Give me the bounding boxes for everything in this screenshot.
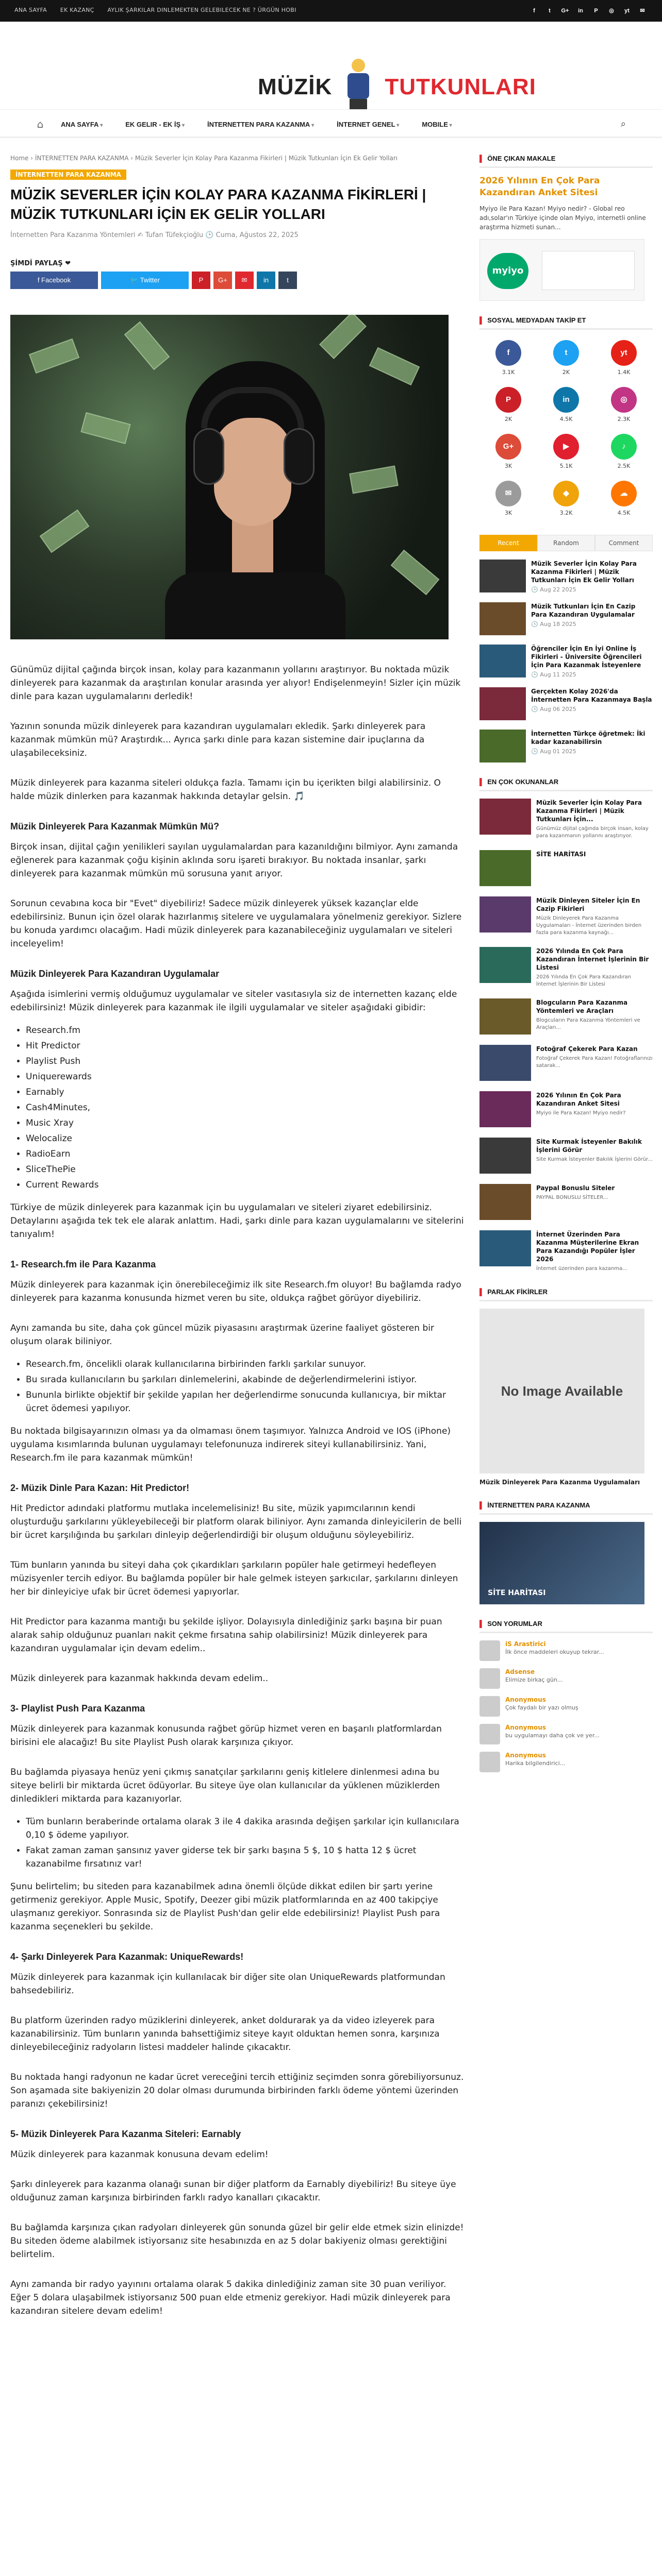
post-title[interactable]: Müzik Dinleyen Siteler İçin En Cazip Fikirleri (536, 897, 640, 912)
section-heading: 1- Research.fm ile Para Kazanma (10, 1259, 156, 1269)
popular-post-item[interactable] (479, 1138, 653, 1174)
popular-post-item[interactable] (479, 947, 653, 988)
social-follow-item[interactable] (595, 340, 653, 376)
post-excerpt: İnternet üzerinden para kazanma... (536, 1266, 627, 1272)
social-follow-item[interactable] (537, 340, 595, 376)
search-icon[interactable]: ⌕ (620, 118, 626, 129)
comment-text: bu uygulamayı daha çok ve yer... (505, 1732, 600, 1739)
main-content (10, 155, 464, 2334)
home-icon[interactable]: ⌂ (37, 118, 44, 130)
post-title[interactable]: Müzik Severler İçin Kolay Para Kazanma Fikirleri | Müzik Tutkunları İçin... (536, 799, 642, 823)
post-thumbnail[interactable] (479, 602, 526, 635)
post-info (536, 1184, 615, 1220)
post-info (531, 730, 653, 762)
category-badge[interactable]: İNTERNETTEN PARA KAZANMA (10, 170, 126, 180)
featured-article-heading: ▌ ÖNE ÇIKAN MAKALE (479, 155, 653, 168)
post-info (536, 896, 653, 937)
post-date: 🕒 Aug 01 2025 (531, 748, 576, 755)
comment-item[interactable] (479, 1752, 653, 1772)
social-network-icon[interactable]: ✉ (495, 481, 521, 506)
paragraph: Bu bağlamda karşınıza çıkan radyoları dinleyerek gün sonunda güzel bir gelir elde etmek sizin elinizde! Bu siteden ödeme alabilmek istiyorsanız site hesabınızda en az 5 dolar bakiyeniz olması gerektiğini belirtelim. (10, 2223, 464, 2260)
tab-random[interactable]: Random (537, 535, 595, 551)
post-excerpt: Blogcuların Para Kazanma Yöntemleri ve Araçları... (536, 1018, 640, 1030)
post-meta: İnternetten Para Kazanma Yöntemleri ✍ Tufan Tüfekçioğlu 🕒 Cuma, Ağustos 22, 2025 (10, 231, 299, 239)
linkedin-icon[interactable]: in (578, 8, 583, 14)
comment-text: Çok faydalı bir yazı olmuş (505, 1704, 578, 1711)
recent-comments-box (479, 1620, 653, 1772)
top-link-earn[interactable]: EK KAZANÇ (60, 7, 94, 13)
list-item: • Tüm bunların beraberinde ortalama olarak 3 ile 4 dakika arasında değişen şarkılar için kullanıcılara 0,10 $ ödeme yapılıyor. (26, 1815, 464, 1842)
logo-word-2: TUTKUNLARI (385, 74, 536, 99)
comment-author[interactable]: Adsense (505, 1668, 535, 1675)
post-info (536, 1138, 653, 1174)
social-network-icon[interactable]: ◆ (553, 481, 579, 506)
paragraph: Tüm bunların yanında bu siteyi daha çok çıkardıkları şarkıların popüler hale getirmeyi hedefleyen müzisyenler tercih ediyor. Bu bağlamda popüler bir hale gelmek isteyen şarkıcılar, şarkılarını dinleyen her bir dinleyiciye ufak bir ücret ödemesi yapıyorlar. (10, 1560, 458, 1597)
recent-post-item[interactable] (479, 730, 653, 762)
paragraph: Müzik dinleyerek para kazanmak konusunda rağbet görüp hizmet veren en başarılı platformlardan birisini ele alacağız! Bu site Playlist Push olarak karşınıza çıkıyor. (10, 1724, 442, 1748)
post-info (536, 1091, 653, 1127)
popular-posts-heading: ▌ EN ÇOK OKUNANLAR (479, 778, 653, 791)
nav-item-internet-general[interactable]: İNTERNET GENEL ▾ (325, 121, 410, 128)
comment-author[interactable]: Anonymous (505, 1724, 546, 1731)
post-title[interactable]: Fotoğraf Çekerek Para Kazan (536, 1045, 638, 1053)
mail-icon[interactable]: ✉ (640, 8, 645, 14)
bright-ideas-heading: ▌ PARLAK FİKİRLER (479, 1288, 653, 1301)
paragraph: Yazının sonunda müzik dinleyerek para kazandıran uygulamaları ekledik. Şarkı dinleyerek para kazanmak mümkün mü? Araştırdık... Ayrıca şarkı dinle para kazan sistemine dair ipuçlarına da ulaşabileceksiniz. (10, 721, 426, 758)
paragraph: Şunu belirtelim; bu siteden para kazanabilmek adına önemli ölçüde dikkat edilen bir şartı yerine getirmeniz gerekiyor. Apple Music, Spotify, Deezer gibi müzik platformlarında en az 400 takipçiye ulaşmanız gerekiyor. Sonrasında siz de Playlist Push'dan gelir elde edebilirsiniz! Playlist Push para kazanma seçenekleri bu şekilde. (10, 1882, 440, 1932)
article-body (10, 663, 464, 2318)
follower-count: 2.5K (617, 463, 631, 469)
myiyo-logo: myiyo (487, 253, 528, 289)
popular-post-item[interactable] (479, 998, 653, 1035)
follower-count: 2K (504, 416, 512, 422)
pinterest-icon[interactable]: P (594, 8, 598, 14)
youtube-icon[interactable]: yt (624, 8, 630, 14)
follower-count: 1.4K (617, 369, 631, 376)
list-item: • Bununla birlikte objektif bir şekilde yapılan her değerlendirme sonucunda kullanıcıya, bir miktar ücret ödemesi yapılıyor. (26, 1388, 464, 1415)
social-follow-heading: ▌ SOSYAL MEDYADAN TAKİP ET (479, 316, 653, 330)
list-item: • Fakat zaman zaman şansınız yaver giderse tek bir şarkı başına 5 $, 10 $ hatta 12 $ ücret kazanabilme fırsatınız var! (26, 1844, 464, 1871)
logo-word-1: MÜZİK (258, 74, 333, 99)
paragraph: Aynı zamanda bir radyo yayınını ortalama olarak 5 dakika dinlediğiniz zaman site 30 puan veriliyor. Eğer 5 dolara ulaşabilmek istiyorsanız 500 puan elde etmeniz gerekiyor. Hadi müzik dinleyerek para kazandıran sitelere devam edelim! (10, 2279, 451, 2316)
paragraph: Aynı zamanda bu site, daha çok güncel müzik piyasasını araştırmak üzerine faaliyet gösteren bir oluşum olarak biliniyor. (10, 1323, 434, 1347)
post-excerpt: Günümüz dijital çağında birçok insan, kolay para kazanmanın yollarını araştırıyor. (536, 826, 649, 839)
section-heading: 3- Playlist Push Para Kazanma (10, 1703, 145, 1714)
comment-item[interactable] (479, 1696, 653, 1717)
comment-list (479, 1640, 653, 1772)
paragraph: Birçok insan, dijital çağın yenilikleri sayılan uygulamalardan para kazanıldığını bilmiyor. Aynı zamanda eğlenerek para kazanmak çoğu kişinin aklında soru işareti bırakıyor. Bu noktada insanlar, şarkı dinleyerek para kazanmak mümkün mü sorusuna yanıt arıyor. (10, 842, 458, 879)
popular-posts-box (479, 778, 653, 1273)
follower-count: 5.1K (559, 463, 573, 469)
google-plus-icon[interactable]: G+ (561, 8, 569, 14)
recent-post-item[interactable] (479, 687, 653, 720)
social-network-icon[interactable]: yt (611, 340, 637, 366)
twitter-icon[interactable]: t (549, 8, 551, 14)
comment-author[interactable]: iS Arastirici (505, 1640, 546, 1648)
popular-post-item[interactable] (479, 1230, 653, 1273)
list-item: • Bu sırada kullanıcıların bu şarkıları dinlemelerini, akabinde de değerlendirmelerini istiyor. (26, 1373, 464, 1386)
share-mail-button[interactable]: ✉ (235, 272, 254, 289)
social-follow-item[interactable] (595, 481, 653, 516)
top-social (529, 6, 648, 16)
post-title[interactable]: Paypal Bonuslu Siteler (536, 1184, 615, 1192)
follower-count: 2K (562, 369, 570, 376)
featured-article-box (479, 155, 653, 301)
social-follow-item[interactable] (595, 387, 653, 422)
post-info (536, 1230, 653, 1273)
recent-post-item[interactable] (479, 560, 653, 593)
page-title: MÜZİK SEVERLER İÇİN KOLAY PARA KAZANMA FİKİRLERİ | MÜZİK TUTKUNLARI İÇİN EK GELİR YOLLARI (10, 187, 426, 222)
post-excerpt: Fotoğraf Çekerek Para Kazan! Fotoğraflarınızı satarak... (536, 1056, 653, 1069)
post-title[interactable]: Müzik Severler İçin Kolay Para Kazanma Fikirleri | Müzik Tutkunları İçin Ek Gelir Yolları (531, 560, 637, 584)
recent-comments-heading: ▌ SON YORUMLAR (479, 1620, 653, 1633)
paragraph: Müzik dinleyerek para kazanma siteleri oldukça fazla. Tamamı için bu içerikten bilgi alabilirsiniz. O halde müzik dinlerken para kazanmak hakkında detaylar gelsin. 🎵 (10, 778, 441, 802)
list-item: • Earnably (26, 1086, 464, 1099)
social-follow-item[interactable] (537, 387, 595, 422)
share-google-button[interactable]: G+ (213, 272, 232, 289)
avatar (479, 1724, 500, 1744)
paragraph: Günümüz dijital çağında birçok insan, kolay para kazanmanın yollarını araştırıyor. Bu noktada müzik dinleyerek para kazanmak da araştırılan konular arasında yer alıyor! Endişelenmeyin! Sizler için müzik dinle para kazan uygulamalarını derledik! (10, 665, 461, 702)
social-follow-item[interactable] (479, 387, 537, 422)
social-network-icon[interactable]: ▶ (553, 434, 579, 460)
comment-author[interactable]: Anonymous (505, 1696, 546, 1703)
post-title[interactable]: Blogcuların Para Kazanma Yöntemleri ve Araçları (536, 999, 628, 1014)
post-excerpt: PAYPAL BONUSLU SİTELER... (536, 1195, 608, 1200)
top-link-hobby[interactable]: AYLIK ŞARKILAR DINLEMEKTEN GELEBILECEK NE ? ÜRGÜN HOBI (107, 7, 296, 13)
main-nav (0, 109, 662, 138)
top-link-home[interactable]: ANA SAYFA (14, 7, 47, 13)
section-heading: 4- Şarkı Dinleyerek Para Kazanmak: UniqueRewards! (10, 1952, 244, 1962)
post-thumbnail[interactable] (479, 896, 531, 933)
social-network-icon[interactable]: G+ (495, 434, 521, 460)
follower-count: 3K (504, 463, 512, 469)
post-thumbnail[interactable] (479, 645, 526, 677)
share-buttons (10, 272, 464, 289)
section-heading: Müzik Dinleyerek Para Kazanmak Mümkün Mü? (10, 821, 220, 832)
comment-item[interactable] (479, 1668, 653, 1689)
featured-article-image[interactable] (479, 239, 644, 301)
social-follow-item[interactable] (479, 481, 537, 516)
post-info (531, 645, 653, 678)
social-network-icon[interactable]: ☁ (611, 481, 637, 506)
follower-count: 2.3K (617, 416, 631, 422)
post-thumbnail[interactable] (479, 1091, 531, 1127)
featured-caption[interactable]: Müzik Dinleyerek Para Kazanma Uygulamaları (479, 1479, 640, 1486)
post-info (531, 687, 653, 720)
tab-comment[interactable]: Comment (595, 535, 653, 551)
post-date: 🕒 Aug 11 2025 (531, 671, 576, 678)
share-linkedin-button[interactable]: in (257, 272, 275, 289)
no-image-placeholder[interactable]: No Image Available (479, 1309, 644, 1473)
sitemap-heading: ▌ İNTERNETTEN PARA KAZANMA (479, 1501, 653, 1515)
post-date: 🕒 Aug 22 2025 (531, 586, 576, 593)
sitemap-image[interactable] (479, 1522, 644, 1604)
list-item: • Hit Predictor (26, 1039, 464, 1053)
share-twitter-button[interactable]: 🐦 Twitter (101, 272, 189, 289)
paragraph: Bu noktada bilgisayarınızın olması ya da olmaması önem taşımıyor. Yalnızca Android ve IOS (iPhone) uygulama kısımlarında bulunan uygulamayı telefonunuza indirerek siteyi kullanabilirsiniz. Yani, Research.fm ile para kazanmak mümkün! (10, 1426, 451, 1463)
share-facebook-button[interactable]: f Facebook (10, 272, 98, 289)
comment-item[interactable] (479, 1640, 653, 1661)
share-pinterest-button[interactable]: P (192, 272, 210, 289)
payment-list (26, 1815, 464, 1871)
list-item: • RadioEarn (26, 1147, 464, 1161)
featured-article-title[interactable]: 2026 Yılının En Çok Para Kazandıran Anket Sitesi (479, 176, 600, 198)
paragraph: Müzik dinleyerek para kazanmak için kullanılacak bir diğer site olan UniqueRewards platformundan bahsedebiliriz. (10, 1972, 445, 1996)
post-date: 🕒 Aug 18 2025 (531, 621, 576, 628)
post-thumbnail[interactable] (479, 560, 526, 592)
section-heading: 5- Müzik Dinleyerek Para Kazanma Siteleri: Earnably (10, 2129, 241, 2139)
post-thumbnail[interactable] (479, 1230, 531, 1266)
recent-posts (479, 560, 653, 762)
post-excerpt: 2026 Yılında En Çok Para Kazandıran İnternet İşlerinin Bir Listesi (536, 974, 632, 987)
featured-article-excerpt: Myiyo ile Para Kazan! Myiyo nedir? - Global reo adı,solar'ın Türkiye içinde olan Myiyo, internetli online araştırma hizmeti sunan... (479, 205, 646, 231)
paragraph: Şarkı dinleyerek para kazanma olanağı sunan bir diğer platform da Earnably diyebiliriz! Bu siteye üye olduğunuz zaman karşınıza birbirinden farklı radyo kanalları çıkacaktır. (10, 2179, 456, 2203)
social-network-icon[interactable]: in (553, 387, 579, 413)
avatar (479, 1696, 500, 1717)
post-excerpt: Müzik Dinleyerek Para Kazanma Uygulamaları - İnternet üzerinden birden fazla para kazanma kaynağı... (536, 916, 642, 936)
bright-ideas-box (479, 1288, 653, 1486)
comment-info (505, 1724, 600, 1744)
instagram-icon[interactable]: ◎ (609, 8, 614, 14)
sitemap-caption: SİTE HARİTASI (488, 1589, 546, 1597)
list-item: • Welocalize (26, 1132, 464, 1145)
social-network-icon[interactable]: ♪ (611, 434, 637, 460)
list-item: • Playlist Push (26, 1055, 464, 1068)
share-label: ŞİMDİ PAYLAŞ ❤ (10, 260, 71, 267)
post-info (536, 850, 586, 886)
recent-post-item[interactable] (479, 645, 653, 678)
post-title[interactable]: Müzik Tutkunları İçin En Cazip Para Kazandıran Uygulamalar (531, 603, 636, 618)
paragraph: Bu noktada hangi radyonun ne kadar ücret vereceğini tercih ettiğiniz seçimden sonra görebiliyorsunuz. Son aşamada site bakiyenizin 20 dolar olması durumunda birbirinden farklı ödeme yöntemi üzerinden paranızı çekebilirsiniz! (10, 2072, 464, 2109)
app-list (26, 1024, 464, 1192)
paragraph: Aşağıda isimlerini vermiş olduğumuz uygulamalar ve siteler vasıtasıyla siz de internetten kazanç elde edebilirsiniz! Müzik dinleyerek para kazanmak ile ilgili uygulamalar ve siteler aşağıdaki gibidir: (10, 989, 457, 1013)
post-thumbnail[interactable] (479, 1138, 531, 1174)
list-item: • Uniquerewards (26, 1070, 464, 1083)
social-follow-item[interactable] (537, 481, 595, 516)
post-date: 🕒 Aug 06 2025 (531, 706, 576, 713)
paragraph: Bu platform üzerinden radyo müziklerini dinleyerek, anket doldurarak ya da video izleyerek para kazanabilirsiniz. Tüm bunların yanında bahsettiğimiz siteye kayıt olduktan hemen sonra, karşınıza dinleyebileceğiniz radyoların listesi maddeler halinde çıkacaktır. (10, 2015, 440, 2053)
social-grid (479, 337, 653, 519)
hero-image (10, 315, 449, 639)
header (0, 22, 662, 109)
top-links (14, 7, 308, 13)
list-item: • Music Xray (26, 1116, 464, 1130)
list-item: • Current Rewards (26, 1178, 464, 1192)
paragraph: Hit Predictor adındaki platformu mutlaka incelemelisiniz! Bu site, müzik yapımcılarının kendi oluşturduğu şarkılarını yükleyebileceği bir platform olarak biliniyor. Aynı zamanda dinleyicilerin de belli bir ücret karşılığında bu şarkıları dinleyip değerlendirdiği bir oluşum olduğunu söyleyebiliriz. (10, 1503, 462, 1540)
comment-info (505, 1668, 562, 1689)
post-title[interactable]: Gerçekten Kolay 2026'da İnternetten Para Kazanmaya Başla (531, 688, 652, 703)
follower-count: 4.5K (617, 510, 631, 516)
post-thumbnail[interactable] (479, 850, 531, 886)
paragraph: Müzik dinleyerek para kazanmak için önerebileceğimiz ilk site Research.fm oluyor! Bu bağlamda radyo dinleyerek para kazanma konusunda hizmet veren bu site, oldukça rağbet görüyor diyebiliriz. (10, 1280, 461, 1303)
comment-item[interactable] (479, 1724, 653, 1744)
share-tumblr-button[interactable]: t (278, 272, 297, 289)
follower-count: 4.5K (559, 416, 573, 422)
paragraph: Müzik dinleyerek para kazanmak hakkında devam edelim.. (10, 1673, 269, 1684)
post-title[interactable]: Site Kurmak İsteyenler Bakılık İşlerini Görür (536, 1138, 642, 1154)
logo-figure-icon (340, 59, 376, 115)
section-heading: 2- Müzik Dinle Para Kazan: Hit Predictor! (10, 1483, 190, 1493)
post-info (531, 560, 653, 593)
social-follow-item[interactable] (479, 340, 537, 376)
social-follow-item[interactable] (595, 434, 653, 469)
feature-list (26, 1358, 464, 1415)
popular-post-item[interactable] (479, 850, 653, 886)
avatar (479, 1640, 500, 1661)
social-network-icon[interactable]: ◎ (611, 387, 637, 413)
nav-item-online-earning[interactable]: İNTERNETTEN PARA KAZANMA ▾ (196, 121, 325, 128)
tab-recent[interactable]: Recent (479, 535, 537, 551)
breadcrumb[interactable]: Home › İNTERNETTEN PARA KAZANMA › Müzik Severler İçin Kolay Para Kazanma Fikirleri | Müzik Tutkunları İçin Ek Gelir Yolları (10, 155, 398, 162)
post-thumbnail[interactable] (479, 799, 531, 835)
avatar (479, 1752, 500, 1772)
comment-text: Harika bilgilendirici... (505, 1760, 566, 1767)
social-network-icon[interactable]: f (495, 340, 521, 366)
popular-post-item[interactable] (479, 1184, 653, 1220)
follower-count: 3K (504, 510, 512, 516)
list-item: • SliceThePie (26, 1163, 464, 1176)
nav-item-side-income[interactable]: EK GELIR - EK İŞ ▾ (114, 121, 196, 128)
popular-post-item[interactable] (479, 1091, 653, 1127)
comment-text: İlk önce maddeleri okuyup tekrar... (505, 1649, 604, 1655)
paragraph: Sorunun cevabına koca bir "Evet" diyebiliriz! Sadece müzik dinleyerek yüksek kazançlar elde edebilirsiniz. Bunun için özel olarak hazırlanmış sitelere ve uygulamalara yönelmeniz gerekiyor. Sizlere bu konuda yardımcı olacağım. Hadi müzik dinleyerek para kazanabileceğiniz uygulamaları ve siteleri inceleyelim! (10, 899, 462, 949)
recent-post-item[interactable] (479, 602, 653, 635)
sitemap-box (479, 1501, 653, 1604)
paragraph: Hit Predictor para kazanma mantığı bu şekilde işliyor. Dolayısıyla dinlediğiniz şarkı başına bir puan alarak sahip olduğunuz puanları nakit çekme fırsatına sahip olabilirsiniz! Müzik dinleyerek para kazandıran uygulamalar için devam edelim.. (10, 1617, 442, 1654)
popular-posts (479, 799, 653, 1273)
section-heading: Müzik Dinleyerek Para Kazandıran Uygulamalar (10, 969, 220, 979)
comment-info (505, 1752, 565, 1772)
social-follow-item[interactable] (537, 434, 595, 469)
comment-info (505, 1696, 578, 1717)
top-bar (0, 0, 662, 22)
post-title[interactable]: 2026 Yılında En Çok Para Kazandıran İnternet İşlerinin Bir Listesi (536, 947, 649, 971)
comment-text: Elimize birkaç gün... (505, 1676, 563, 1683)
post-excerpt: Myiyo ile Para Kazan! Myiyo nedir? (536, 1110, 626, 1116)
post-title[interactable]: Öğrenciler İçin En İyi Online İş Fikirleri - Üniversite Öğrencileri İçin Para Kazanmak İsteyenlere (531, 645, 642, 669)
popular-post-item[interactable] (479, 1045, 653, 1081)
social-follow-item[interactable] (479, 434, 537, 469)
post-title[interactable]: SİTE HARİTASI (536, 851, 586, 858)
list-item: • Cash4Minutes, (26, 1101, 464, 1114)
post-thumbnail[interactable] (479, 730, 526, 762)
post-title[interactable]: İnternetten Türkçe öğretmek: İki kadar kazanabilirsin (531, 730, 646, 745)
popular-post-item[interactable] (479, 896, 653, 937)
post-title[interactable]: 2026 Yılının En Çok Para Kazandıran Anket Sitesi (536, 1092, 621, 1107)
sidebar (479, 155, 653, 1788)
nav-item-mobile[interactable]: MOBILE ▾ (410, 121, 463, 128)
nav-item-home[interactable]: ANA SAYFA ▾ (49, 121, 114, 128)
paragraph: Türkiye de müzik dinleyerek para kazanmak için bu uygulamaları ve siteleri ziyaret edebilirsiniz. Detaylarını aşağıda tek tek ele alarak anlattım. Hadi, şarkı dinle para kazan uygulamalarını ve sitelerini tanıyalım! (10, 1202, 464, 1240)
post-thumbnail[interactable] (479, 1045, 531, 1081)
post-title[interactable]: İnternet Üzerinden Para Kazanma Müşterilerine Ekran Para Kazandığı Popüler İşler 2026 (536, 1231, 639, 1263)
post-info (536, 1045, 653, 1081)
list-item: • Research.fm (26, 1024, 464, 1037)
comment-info (505, 1640, 604, 1661)
popular-post-item[interactable] (479, 799, 653, 840)
post-info (531, 602, 653, 635)
paragraph: Müzik dinleyerek para kazanmak konusuna devam edelim! (10, 2149, 269, 2160)
posts-tabs (479, 535, 653, 551)
list-item: • Research.fm, öncelikli olarak kullanıcılarına birbirinden farklı şarkılar sunuyor. (26, 1358, 464, 1371)
post-thumbnail[interactable] (479, 998, 531, 1035)
post-info (536, 998, 653, 1035)
follower-count: 3.2K (559, 510, 573, 516)
avatar (479, 1668, 500, 1689)
social-network-icon[interactable]: t (553, 340, 579, 366)
posts-tabs-box (479, 535, 653, 762)
post-info (536, 947, 653, 988)
post-excerpt: Site Kurmak İsteyenler Bakılık İşlerini Görür... (536, 1157, 653, 1162)
post-thumbnail[interactable] (479, 947, 531, 983)
site-logo[interactable] (258, 59, 536, 115)
paragraph: Bu bağlamda piyasaya henüz yeni çıkmış sanatçılar şarkılarını geniş kitlelere dinlenmesi adına bu siteye belirli bir miktarda ücret ödüyorlar. Bu siteye üye olan kullanıcılar da yüklenen müziklerden dinledikleri miktarda para kazanıyorlar. (10, 1767, 440, 1804)
social-network-icon[interactable]: P (495, 387, 521, 413)
comment-author[interactable]: Anonymous (505, 1752, 546, 1759)
social-follow-box (479, 316, 653, 519)
facebook-icon[interactable]: f (533, 8, 535, 14)
post-info (536, 799, 653, 840)
post-thumbnail[interactable] (479, 687, 526, 720)
post-thumbnail[interactable] (479, 1184, 531, 1220)
follower-count: 3.1K (502, 369, 515, 376)
